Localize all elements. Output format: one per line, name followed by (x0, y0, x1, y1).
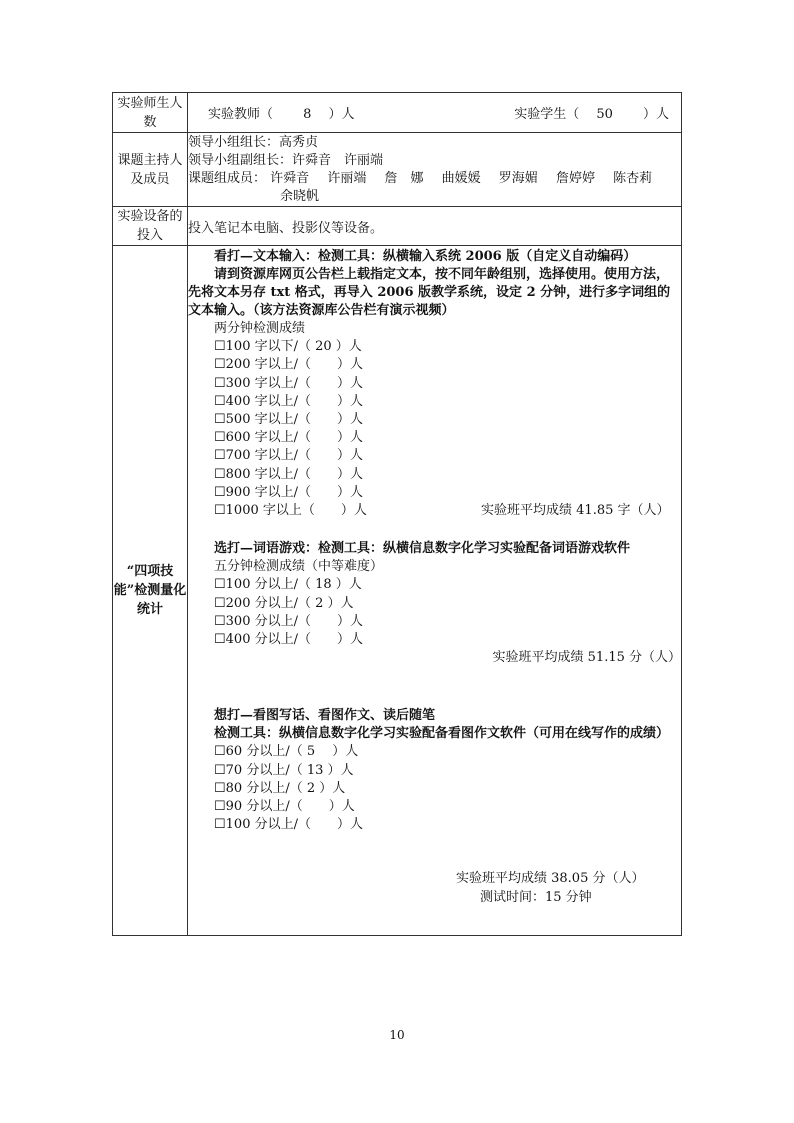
equipment-label: 实验设备的投入 (113, 207, 188, 246)
score-option: ☐200 分以上/（ 2 ）人 (214, 595, 354, 611)
group-members (188, 170, 681, 188)
row-skills (113, 246, 682, 936)
score-option: ☐600 字以上/（ ）人 (214, 430, 363, 446)
writing-time: 测试时间：15 分钟 (480, 889, 592, 905)
row-members (113, 133, 682, 207)
text-input-average: 实验班平均成绩 41.85 字（人） (481, 503, 670, 519)
row-equipment (113, 207, 682, 246)
text-input-title: 看打—文本输入：检测工具：纵横输入系统 2006 版（自定义自动编码） (214, 249, 637, 264)
group-leader: 领导小组组长：高秀贞 (188, 134, 319, 150)
score-option: ☐70 分以上/（ 13 ）人 (214, 762, 354, 778)
score-option: ☐1000 字以上（ ）人 (214, 503, 367, 519)
group-deputy: 领导小组副组长：许舜音 许丽端 (188, 152, 384, 168)
member-name: 许舜音 (270, 170, 310, 186)
page-number: 10 (389, 1028, 405, 1042)
score-option: ☐100 字以下/（ 20 ）人 (214, 339, 362, 355)
skills-content (188, 246, 682, 936)
word-game-title: 选打—词语游戏：检测工具：纵横信息数字化学习实验配备词语游戏软件 (214, 541, 631, 557)
word-game-average: 实验班平均成绩 51.15 分（人） (492, 650, 681, 666)
writing-average: 实验班平均成绩 38.05 分（人） (456, 871, 645, 887)
text-input-desc: 请到资源库网页公告栏上载指定文本，按不同年龄组别，选择使用。使用方法，先将文本另存 txt 格式，再导入 2006 版教学系统，设定 2 分钟，进行多字词组的文本输入。（该方法资源库公告栏有演示视频） (188, 267, 671, 318)
score-option: ☐400 字以上/（ ）人 (214, 393, 363, 409)
members-label: 课题主持人及成员 (113, 133, 188, 207)
score-option: ☐80 分以上/（ 2 ）人 (214, 780, 346, 796)
member-name-cont: 余晓帆 (280, 188, 320, 204)
score-option: ☐200 字以上/（ ）人 (214, 357, 363, 373)
equipment-value: 投入笔记本电脑、投影仪等设备。 (188, 207, 682, 246)
score-option: ☐300 字以上/（ ）人 (214, 375, 363, 391)
member-name: 詹婷婷 (555, 170, 595, 186)
participants-label: 实验师生人数 (113, 93, 188, 133)
score-option: ☐100 分以上/（ ）人 (214, 817, 363, 833)
text-input-sub: 两分钟检测成绩 (214, 321, 306, 336)
members-content (188, 133, 682, 207)
score-option: ☐90 分以上/（ ）人 (214, 799, 355, 815)
score-option: ☐500 字以上/（ ）人 (214, 412, 363, 428)
member-name: 曲媛媛 (441, 170, 481, 186)
member-name: 陈杏莉 (613, 170, 653, 186)
participants-content (188, 93, 682, 133)
score-option: ☐400 分以上/（ ）人 (214, 632, 363, 648)
experiment-info-table (112, 92, 682, 936)
score-option: ☐100 分以上/（ 18 ）人 (214, 577, 362, 593)
member-name: 詹 娜 (384, 170, 424, 186)
row-participants (113, 93, 682, 133)
student-count: 实验学生（ 50 ）人 (514, 107, 669, 122)
score-option: ☐900 字以上/（ ）人 (214, 484, 363, 500)
teacher-count: 实验教师（ 8 ）人 (208, 107, 355, 122)
members-prefix: 课题组成员： (188, 170, 267, 186)
score-option: ☐800 字以上/（ ）人 (214, 466, 363, 482)
score-option-last (188, 502, 681, 520)
member-name: 许丽端 (327, 170, 367, 186)
writing-tool: 检测工具：纵横信息数字化学习实验配备看图作文软件（可用在线写作的成绩） (214, 726, 670, 742)
skills-label: “四项技能”检测量化统计 (113, 246, 188, 936)
member-name: 罗海媚 (498, 170, 538, 186)
writing-title: 想打—看图写话、看图作文、读后随笔 (214, 708, 436, 724)
word-game-sub: 五分钟检测成绩（中等难度） (214, 559, 384, 575)
score-option: ☐60 分以上/（ 5 ）人 (214, 744, 359, 760)
score-option: ☐300 分以上/（ ）人 (214, 613, 363, 629)
score-option: ☐700 字以上/（ ）人 (214, 448, 363, 464)
